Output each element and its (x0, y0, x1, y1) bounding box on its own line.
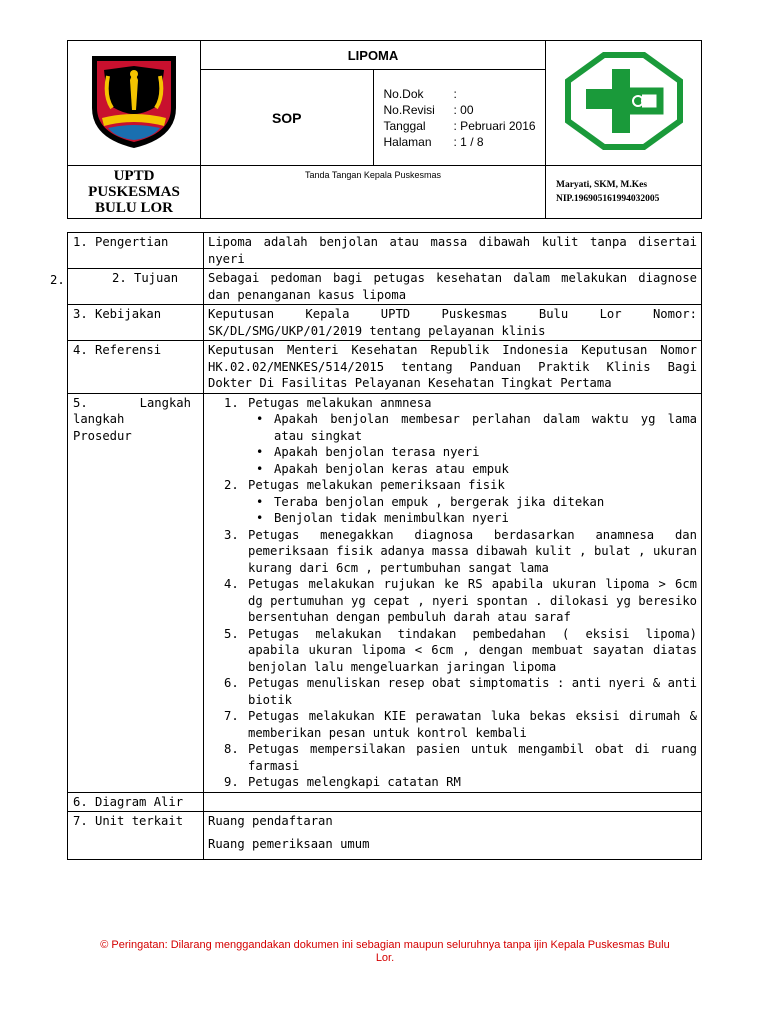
label-part: 5. (73, 395, 88, 410)
row-pengertian (68, 233, 702, 269)
sub-item: • Benjolan tidak menimbulkan nyeri (270, 510, 697, 527)
section-text (204, 792, 702, 812)
head-nip: NIP.196905161994032005 (556, 194, 660, 204)
procedure-step: 6. Petugas menuliskan resep obat simptomatis : anti nyeri & anti biotik (246, 675, 697, 708)
meta-value: : Pebruari 2016 (453, 118, 536, 133)
step-text: Petugas melakukan pemeriksaan fisik (248, 478, 505, 492)
organization-name (68, 166, 201, 219)
procedure-step: 8. Petugas mempersilakan pasien untuk mengambil obat di ruang farmasi (246, 741, 697, 774)
label-part: Prosedur (73, 428, 132, 443)
unit-list (204, 812, 702, 860)
step-text: Petugas melakukan anmnesa (248, 395, 432, 410)
procedure-list (208, 395, 697, 791)
procedure-step: 9. Petugas melengkapi catatan RM (246, 774, 697, 791)
unit-item: Ruang pemeriksaan umum (208, 836, 370, 851)
sub-item: • Apakah benjolan membesar perlahan dalam waktu yg lama atau singkat (270, 411, 697, 444)
meta-value: : 00 (453, 102, 474, 117)
section-label: 6. Diagram Alir (68, 792, 204, 812)
sub-item: • Apakah benjolan keras atau empuk (270, 461, 697, 478)
meta-key: No.Dok (383, 86, 424, 101)
section-text: Lipoma adalah benjolan atau massa dibawah kulit tanpa disertai nyeri (204, 233, 702, 269)
section-text: Keputusan Menteri Kesehatan Republik Indonesia Keputusan Nomor HK.02.02/MENKES/514/2015 tentang Panduan Praktik Klinis Bagi Dokter Di Fasilitas Pelayanan Kesehatan Tingkat Pertama (204, 341, 702, 394)
meta-value: : (453, 86, 457, 101)
sub-item: • Apakah benjolan terasa nyeri (270, 444, 697, 461)
org-line: PUSKESMAS (88, 184, 180, 200)
copyright-warning: © Peringatan: Dilarang menggandakan dokumen ini sebagian maupun seluruhnya tanpa ijin Kepala Puskesmas Bulu Lor. (100, 939, 670, 964)
meta-value: : 1 / 8 (453, 134, 484, 149)
meta-row (384, 134, 546, 150)
sop-label: SOP (201, 70, 374, 166)
sub-item: • Teraba benjolan empuk , bergerak jika ditekan (270, 494, 697, 511)
section-label: 1. Pengertian (68, 233, 204, 269)
org-line: UPTD (113, 168, 155, 184)
meta-key: No.Revisi (383, 102, 435, 117)
meta-row (384, 118, 546, 134)
meta-key: Tanggal (383, 118, 426, 133)
procedure-step (246, 477, 697, 527)
row-unit (68, 812, 702, 860)
sop-header-table (67, 40, 702, 219)
city-crest-icon (86, 52, 182, 150)
procedure-steps (204, 393, 702, 792)
procedure-step: 7. Petugas melakukan KIE perawatan luka bekas eksisi dirumah & memberikan pesan untuk kontrol kembali (246, 708, 697, 741)
section-label: 2. Tujuan (68, 269, 204, 305)
document-title: LIPOMA (201, 41, 546, 70)
puskesmas-logo-cell (546, 41, 702, 166)
row-kebijakan (68, 305, 702, 341)
procedure-step (246, 395, 697, 478)
procedure-step: 5. Petugas melakukan tindakan pembedahan ( eksisi lipoma) apabila ukuran lipoma < 6cm , dengan membuat sayatan diatas benjolan lalu mengeluarkan jaringan lipoma (246, 626, 697, 676)
sub-list (248, 411, 697, 477)
section-label: 7. Unit terkait (68, 812, 204, 860)
row-tujuan (68, 269, 702, 305)
head-name: Maryati, SKM, M.Kes (556, 180, 648, 190)
row-prosedur (68, 393, 702, 792)
unit-item: Ruang pendaftaran (208, 814, 333, 828)
section-label (68, 393, 204, 792)
meta-row (384, 102, 546, 118)
outer-section-number: 2. (50, 273, 65, 287)
row-diagram (68, 792, 702, 812)
meta-row (384, 86, 546, 102)
sop-body-table (67, 232, 702, 860)
puskesmas-logo-icon (564, 51, 684, 151)
org-line: BULU LOR (95, 200, 173, 216)
section-text: Sebagai pedoman bagi petugas kesehatan dalam melakukan diagnose dan penanganan kasus lipoma (204, 269, 702, 305)
meta-key: Halaman (383, 134, 432, 149)
procedure-step: 3. Petugas menegakkan diagnosa berdasarkan anamnesa dan pemeriksaan fisik adanya massa dibawah kulit , bulat , ukuran kurang dari 6cm , pertumbuhan sangat lama (246, 527, 697, 577)
signature-label: Tanda Tangan Kepala Puskesmas (201, 166, 546, 219)
procedure-step: 4. Petugas melakukan rujukan ke RS apabila ukuran lipoma > 6cm dg pertumuhan yg cepat , nyeri spontan . dilokasi yg beresiko bersentuhan dengan pembuluh darah atau saraf (246, 576, 697, 626)
section-text: Keputusan Kepala UPTD Puskesmas Bulu Lor Nomor: SK/DL/SMG/UKP/01/2019 tentang pelayanan klinis (204, 305, 702, 341)
section-label: 4. Referensi (68, 341, 204, 394)
document-meta (373, 70, 546, 166)
label-part: Langkah (139, 395, 191, 410)
sub-list (248, 494, 697, 527)
label-part: langkah (73, 412, 125, 426)
head-of-puskesmas (546, 166, 702, 219)
city-crest-cell (68, 41, 201, 166)
row-referensi (68, 341, 702, 394)
section-label: 3. Kebijakan (68, 305, 204, 341)
